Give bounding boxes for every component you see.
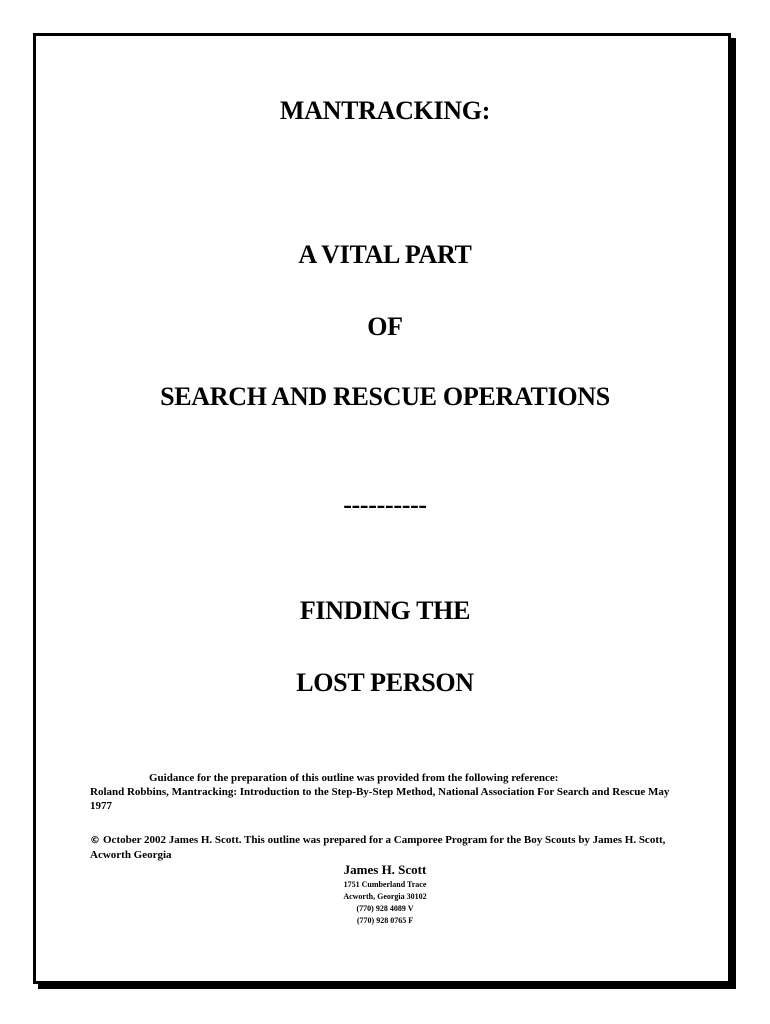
- title-finding-the: FINDING THE: [299, 596, 471, 625]
- title-of: OF: [367, 312, 403, 341]
- reference-citation: Roland Robbins, Mantracking: Introduction to the Step-By-Step Method, National Association For Search and Rescue May 1977: [90, 786, 670, 812]
- contact-city: Acworth, Georgia 30102: [343, 892, 427, 901]
- title-mantracking: MANTRACKING:: [279, 96, 491, 125]
- title-search-rescue: SEARCH AND RESCUE OPERATIONS: [160, 382, 610, 411]
- contact-fax: (770) 928 0765 F: [356, 916, 414, 925]
- copyright-block: [90, 833, 680, 862]
- title-lost-person: LOST PERSON: [296, 668, 474, 697]
- title-separator: ----------: [343, 490, 427, 519]
- title-vital-part: A VITAL PART: [298, 240, 472, 269]
- reference-intro: Guidance for the preparation of this outline was provided from the following reference:: [149, 772, 559, 784]
- contact-voice-phone: (770) 928 4089 V: [356, 904, 414, 913]
- copyright-text: October 2002 James H. Scott. This outline was prepared for a Camporee Program for the Boy Scouts by James H. Scott, Acworth Georgia: [90, 834, 666, 861]
- copyright-icon: ©: [90, 835, 100, 846]
- contact-name: James H. Scott: [343, 862, 427, 877]
- reference-block: [90, 771, 680, 813]
- contact-street: 1751 Cumberland Trace: [343, 880, 427, 889]
